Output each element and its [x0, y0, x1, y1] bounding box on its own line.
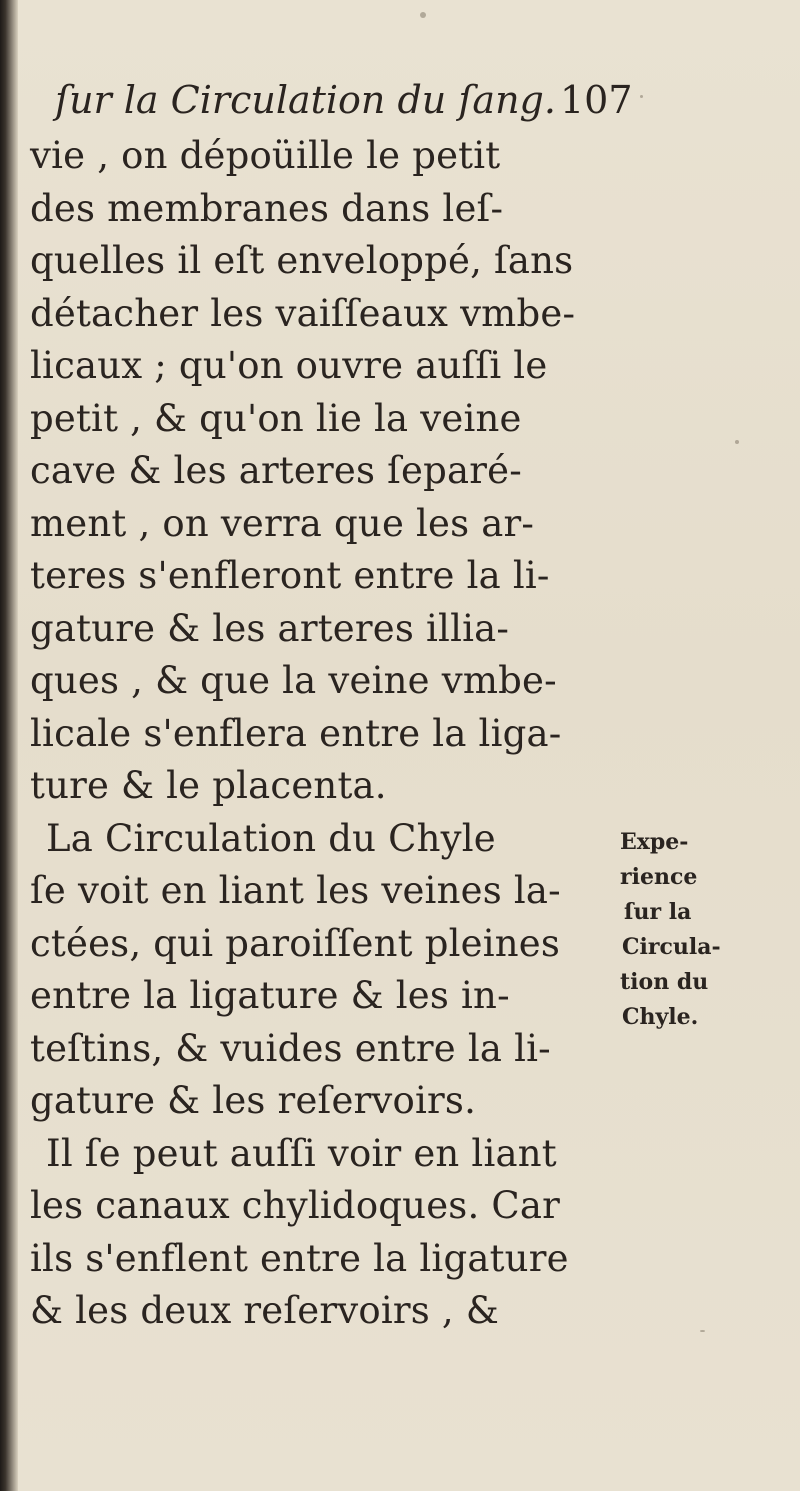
running-title: ſur la Circulation du ſang. — [55, 78, 556, 122]
paper-speck — [640, 95, 643, 98]
text-line: des membranes dans leſ- — [30, 186, 504, 230]
margin-note-line: Chyle. — [622, 1004, 699, 1030]
paragraph-start-line: La Circulation du Chyle — [46, 816, 496, 860]
text-line: ctées, qui paroiſſent pleines — [30, 921, 561, 965]
margin-note-line: Circula- — [622, 934, 721, 960]
paper-speck — [700, 1330, 705, 1332]
text-line: licale s'enflera entre la liga- — [30, 711, 562, 755]
text-line: ment , on verra que les ar- — [30, 501, 535, 545]
text-line: vie , on dépoüille le petit — [30, 134, 501, 177]
text-line: petit , & qu'on lie la veine — [30, 396, 522, 440]
paper-speck — [420, 12, 426, 18]
text-line: gature & les arteres illia- — [30, 606, 510, 650]
text-line: quelles il eſt enveloppé, ſans — [30, 239, 574, 282]
text-line: les canaux chylidoques. Car — [30, 1184, 561, 1227]
body-text — [30, 130, 610, 1338]
text-line: ques , & que la veine vmbe- — [30, 659, 557, 702]
margin-note-line: tion du — [620, 969, 709, 995]
running-header — [55, 70, 633, 130]
paragraph-start-line: Il ſe peut auſſi voir en liant — [46, 1131, 557, 1175]
text-line: entre la ligature & les in- — [30, 974, 510, 1017]
text-line: & les deux reſervoirs , & — [30, 1289, 499, 1332]
paper-speck — [735, 440, 739, 444]
text-line: ture & le placenta. — [30, 764, 387, 807]
text-line: teres s'enfleront entre la li- — [30, 554, 550, 597]
text-line: ils s'enflent entre la ligature — [30, 1236, 569, 1280]
margin-note-line: rience — [620, 864, 698, 890]
text-line: détacher les vaiſſeaux vmbe- — [30, 291, 576, 335]
margin-note-line: Expe- — [620, 829, 689, 855]
text-line: cave & les arteres ſeparé- — [30, 449, 522, 492]
text-line: licaux ; qu'on ouvre auſſi le — [30, 344, 548, 387]
text-line: teſtins, & vuides entre la li- — [30, 1026, 551, 1070]
book-gutter — [0, 0, 18, 1491]
text-line: ſe voit en liant les veines la- — [30, 869, 561, 912]
margin-note — [612, 825, 742, 1035]
margin-note-line: ſur la — [624, 899, 692, 925]
page-number: 107 — [559, 78, 633, 122]
text-line: gature & les reſervoirs. — [30, 1079, 477, 1122]
